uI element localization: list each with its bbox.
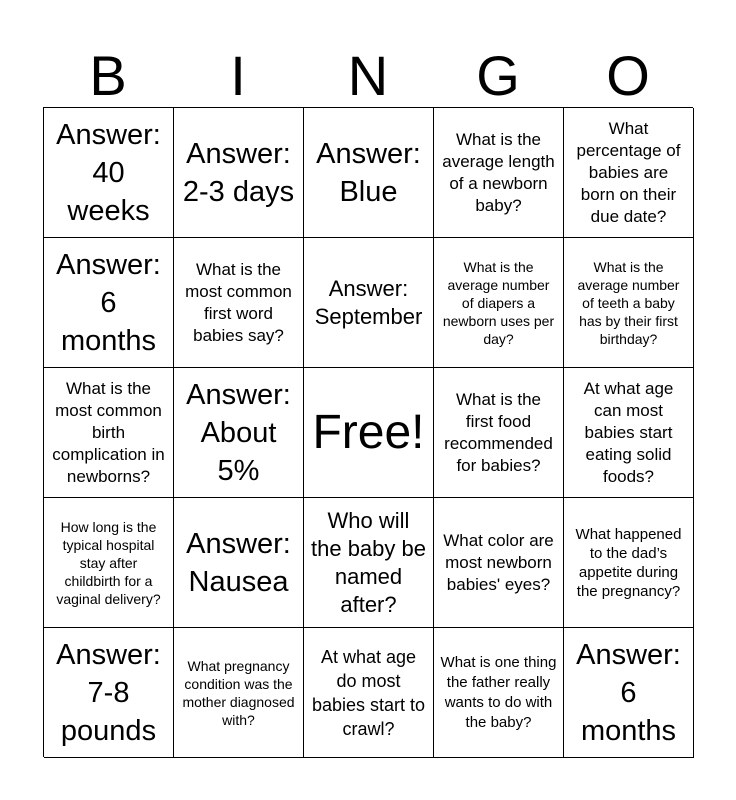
- cell-text: What percentage of babies are born on their due date?: [576, 118, 681, 226]
- bingo-cell-r1-c2[interactable]: [174, 108, 304, 238]
- cell-text: Who will the baby be named after?: [311, 507, 426, 617]
- cell-text: Answer: Blue: [316, 137, 421, 208]
- cell-text: Answer: 2-3 days: [182, 137, 295, 208]
- bingo-cell-r3-c1[interactable]: [44, 368, 174, 498]
- bingo-cell-r3-c2[interactable]: [174, 368, 304, 498]
- cell-text: Answer: 6 months: [576, 638, 681, 747]
- cell-text: What is the most common birth complication in newborns?: [52, 378, 165, 486]
- header-letter-g: G: [476, 44, 520, 107]
- bingo-cell-r3-c4[interactable]: [434, 368, 564, 498]
- cell-text: Answer: Nausea: [186, 527, 291, 598]
- bingo-header: [43, 46, 693, 106]
- cell-text: What pregnancy condition was the mother diagnosed with?: [182, 657, 295, 728]
- bingo-board: [43, 107, 693, 757]
- header-letter-i: I: [230, 44, 246, 107]
- bingo-cell-r5-c1[interactable]: [44, 628, 174, 758]
- cell-text: What is the most common first word babies say?: [185, 259, 292, 345]
- bingo-cell-r2-c4[interactable]: [434, 238, 564, 368]
- bingo-cell-r1-c3[interactable]: [304, 108, 434, 238]
- cell-text: What is one thing the father really wants to do with the baby?: [440, 653, 557, 731]
- free-space: Free!: [312, 405, 425, 459]
- header-letter-n: N: [347, 44, 389, 107]
- bingo-cell-r1-c5[interactable]: [564, 108, 694, 238]
- bingo-cell-r5-c4[interactable]: [434, 628, 564, 758]
- bingo-cell-r4-c1[interactable]: [44, 498, 174, 628]
- bingo-cell-r2-c3[interactable]: [304, 238, 434, 368]
- bingo-cell-r2-c2[interactable]: [174, 238, 304, 368]
- cell-text: What is the average length of a newborn baby?: [442, 129, 555, 215]
- cell-text: At what age do most babies start to crawl?: [311, 646, 426, 739]
- cell-text: What color are most newborn babies' eyes?: [443, 530, 554, 594]
- header-letter-b: B: [89, 44, 127, 107]
- cell-text: At what age can most babies start eating solid foods?: [583, 378, 674, 486]
- bingo-cell-r2-c5[interactable]: [564, 238, 694, 368]
- cell-text: What is the average number of diapers a newborn uses per day?: [442, 258, 555, 347]
- cell-text: Answer: About 5%: [186, 378, 291, 487]
- cell-text: What happened to the dad’s appetite during the pregnancy?: [575, 525, 682, 600]
- cell-text: What is the first food recommended for babies?: [444, 389, 553, 475]
- bingo-cell-r3-c5[interactable]: [564, 368, 694, 498]
- cell-text: Answer: 7-8 pounds: [56, 638, 161, 747]
- header-letter-o: O: [606, 44, 650, 107]
- cell-text: How long is the typical hospital stay after childbirth for a vaginal delivery?: [56, 518, 161, 607]
- bingo-cell-r2-c1[interactable]: [44, 238, 174, 368]
- bingo-cell-r4-c3[interactable]: [304, 498, 434, 628]
- bingo-cell-r5-c2[interactable]: [174, 628, 304, 758]
- bingo-cell-r1-c1[interactable]: [44, 108, 174, 238]
- bingo-cell-r1-c4[interactable]: [434, 108, 564, 238]
- bingo-cell-r4-c5[interactable]: [564, 498, 694, 628]
- cell-text: Answer: 6 months: [56, 248, 161, 357]
- bingo-cell-r5-c5[interactable]: [564, 628, 694, 758]
- bingo-cell-r4-c4[interactable]: [434, 498, 564, 628]
- cell-text: Answer: September: [314, 275, 423, 329]
- cell-text: Answer: 40 weeks: [56, 118, 161, 227]
- bingo-cell-r5-c3[interactable]: [304, 628, 434, 758]
- bingo-cell-r4-c2[interactable]: [174, 498, 304, 628]
- cell-text: What is the average number of teeth a baby has by their first birthday?: [577, 258, 680, 347]
- bingo-cell-r3-c3[interactable]: [304, 368, 434, 498]
